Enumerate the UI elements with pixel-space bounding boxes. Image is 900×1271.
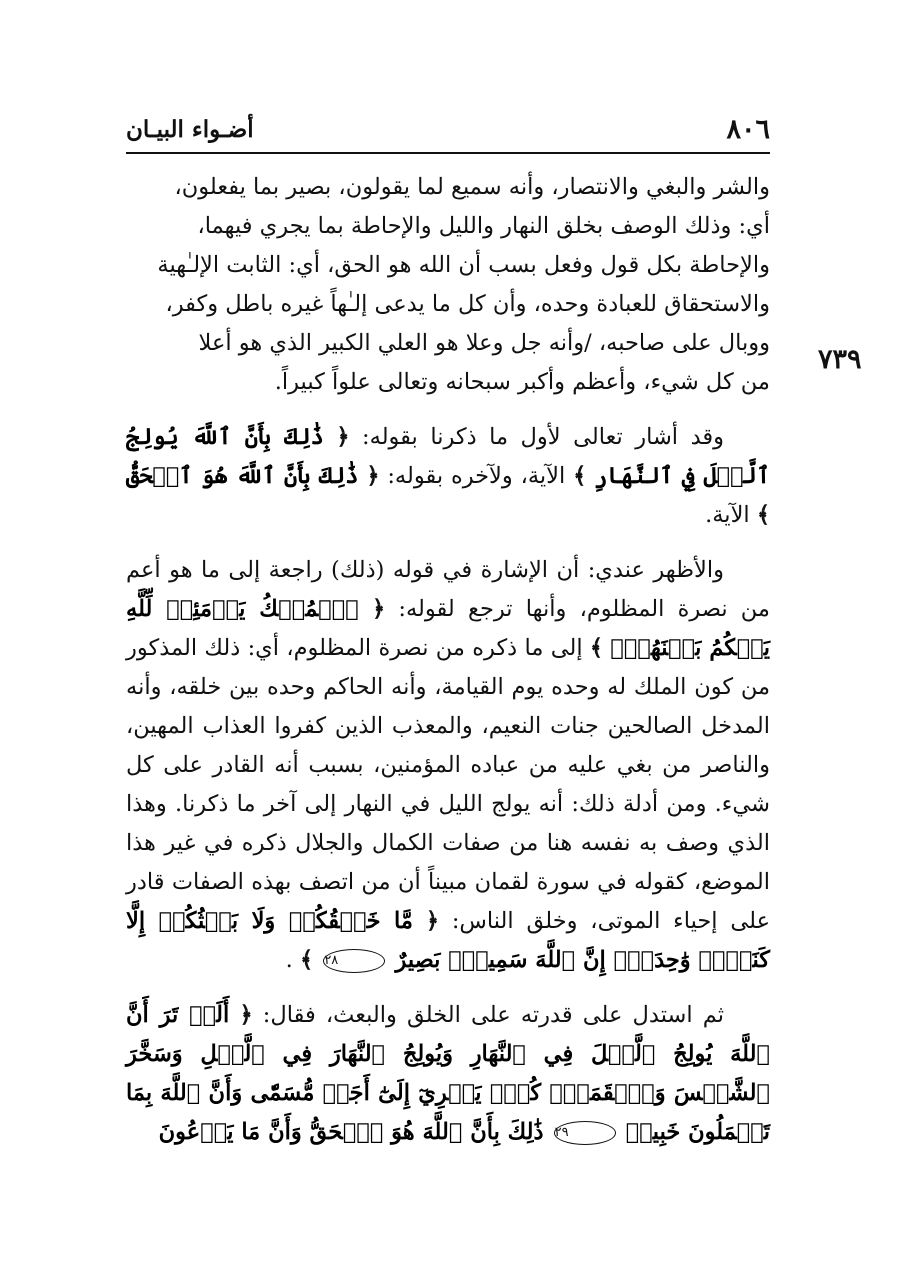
quran-bracket-open: ﴿ [239, 1002, 253, 1028]
text-line: والشر والبغي والانتصار، وأنه سميع لما يقولون، بصير بما يفعلون، [174, 174, 770, 200]
quran-quote: ٱلۡمُلۡكُ يَوۡمَئِذٖ لِّلَّهِ يَحۡكُمُ بَيۡنَهُمۡۚ [126, 596, 770, 661]
quran-quote: مَّا خَلۡقُكُمۡ وَلَا بَعۡثُكُمۡ إِلَّا كَنَفۡسٖ وَٰحِدَةٍۚ إِنَّ ٱللَّهَ سَمِيعُۢ بَصِيرٌ [126, 908, 770, 973]
text-line: والإحاطة بكل قول وفعل بسب أن الله هو الحق، أي: الثابت الإلـٰهية [157, 252, 770, 278]
quran-bracket-open: ﴿ [336, 424, 350, 450]
quran-quote: ذَٰلِكَ بِأَنَّ ٱللَّهَ هُوَ ٱلۡحَقُّ وَأَنَّ مَا يَدۡعُونَ [158, 1119, 544, 1145]
text-line: ووبال على صاحبه، /وأنه جل وعلا هو العلي الكبير الذي هو أعلا [198, 330, 770, 356]
text-line: من كل شيء، وأعظم وأكبر سبحانه وتعالى علواً كبيراً. [274, 369, 770, 395]
page-number: ٨٠٦ [726, 114, 770, 145]
page-body [126, 168, 770, 1152]
verse-number-badge: ٢٩ [554, 1121, 616, 1145]
paragraph-4 [126, 996, 770, 1152]
quran-quote: أَلَمۡ تَرَ أَنَّ ٱللَّهَ يُولِجُ ٱلَّيۡلَ فِي ٱلنَّهَارِ وَيُولِجُ ٱلنَّهَارَ فِي ٱلَّيۡلِ وَسَخَّرَ ٱلشَّمۡسَ وَٱلۡقَمَرَۖ كُلّٞ يَجۡرِيٓ إِلَىٰٓ أَجَلٖ مُّسَمّٗى وَأَنَّ ٱللَّهَ بِمَا تَعۡمَلُونَ خَبِيرٞ [126, 1002, 770, 1145]
body-text: ثم استدل على قدرته على الخلق والبعث، فقال: [252, 1002, 724, 1028]
paragraph-2 [126, 418, 770, 535]
body-text: والأظهر عندي: أن الإشارة في قوله (ذلك) راجعة إلى ما هو أعم من نصرة المظلوم، وأنها ترجع لقوله: [126, 557, 770, 622]
quran-bracket-close: ﴾ [589, 635, 604, 661]
quran-bracket-close: ﴾ [299, 947, 314, 973]
quran-bracket-open: ﴿ [425, 908, 440, 934]
text-line: أي: وذلك الوصف بخلق النهار والليل والإحاطة بما يجري فيهما، [197, 213, 770, 239]
quran-bracket-close: ﴾ [756, 502, 770, 528]
paragraph-1 [126, 168, 770, 402]
body-text: الآية. [705, 502, 750, 528]
margin-page-marker: ٧٣٩ [818, 344, 862, 375]
body-text: إلى ما ذكره من نصرة المظلوم، أي: ذلك المذكور من كون الملك له وحده يوم القيامة، وأنه الحاكم وحده بين خلقه، وأنه المدخل الصالحين جنات النعيم، والمعذب الذين كفروا العذاب المهين، والناصر من بغي عليه من عباده المؤمنين، بسبب أنه القادر على كل شيء. ومن أدلة ذلك: أنه يولج الليل في النهار إلى آخر ما ذكرنا. وهذا الذي وصف به نفسه هنا من صفات الكمال والجلال ذكره في غير هذا الموضع، كقوله في سورة لقمان مبيناً أن من اتصف بهذه الصفات قادر على إحياء الموتى، وخلق الناس: [126, 635, 771, 934]
body-text: وقد أشار تعالى لأول ما ذكرنا بقوله: [349, 424, 725, 450]
quran-quote: ذَٰلِكَ بِأَنَّ ٱللَّهَ يُولِجُ ٱلَّيۡلَ فِي ٱلنَّهَارِ [126, 424, 771, 489]
body-text: الآية، ولآخره بقوله: [379, 463, 566, 489]
body-text: . [285, 947, 293, 973]
text-line: والاستحقاق للعبادة وحده، وأن كل ما يدعى إلـٰهاً غيره باطل وكفر، [165, 291, 770, 317]
paragraph-3 [126, 551, 770, 980]
book-title: أضـواء البيـان [126, 116, 254, 143]
page-header [126, 112, 770, 154]
verse-number-badge: ٢٨ [323, 949, 385, 973]
quran-bracket-open: ﴿ [366, 463, 380, 489]
quran-bracket-close: ﴾ [573, 463, 587, 489]
quran-quote: ذَٰلِكَ بِأَنَّ ٱللَّهَ هُوَ ٱلۡحَقُّ [126, 463, 359, 489]
quran-bracket-open: ﴿ [371, 596, 386, 622]
